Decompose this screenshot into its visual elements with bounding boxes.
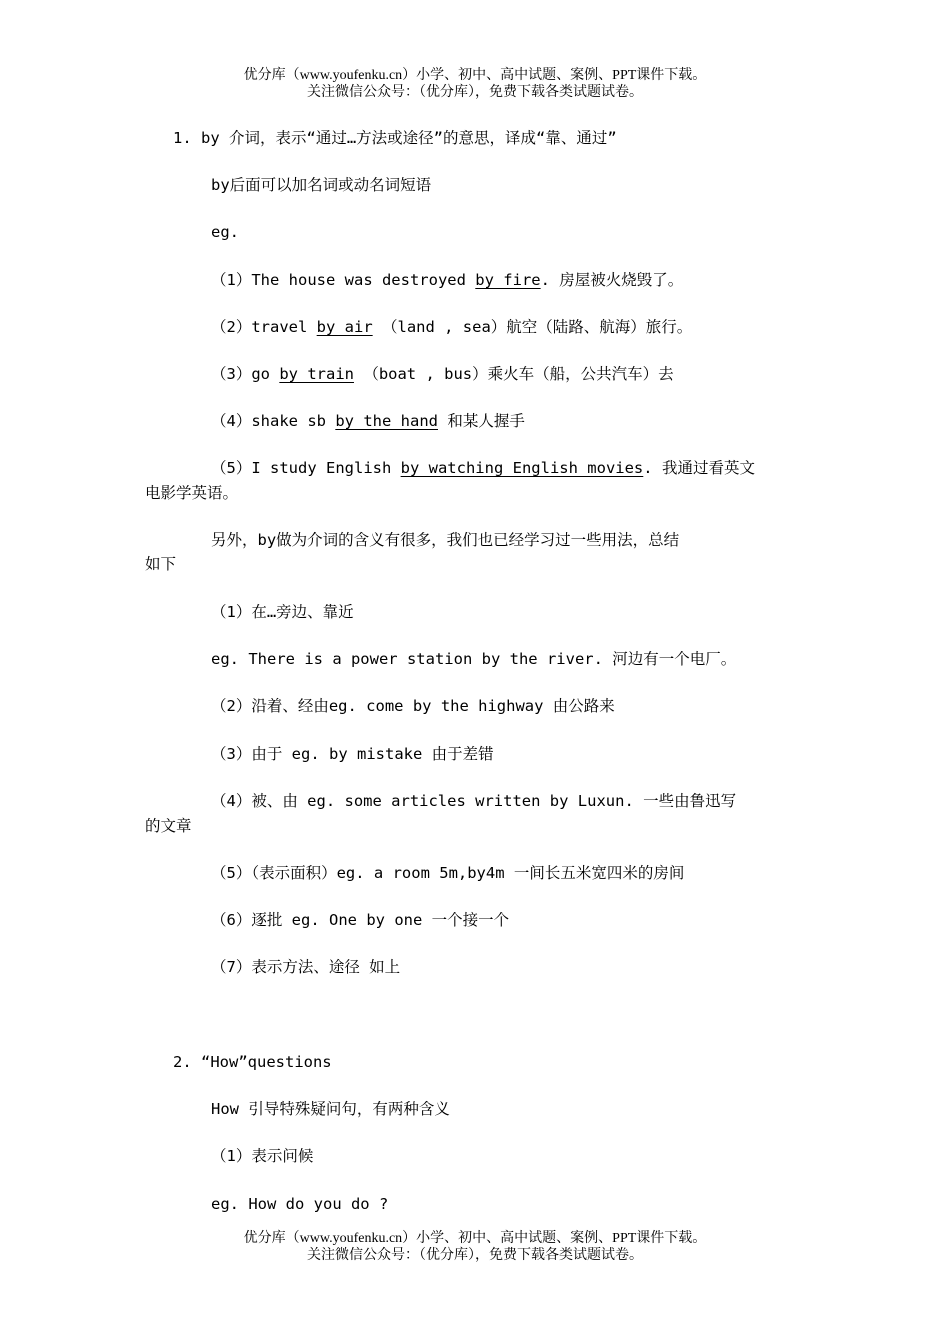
- example-text: （1）The house was destroyed: [211, 271, 476, 289]
- underlined-phrase: by watching English movies: [400, 459, 644, 477]
- usage-4: （4）被、由 eg. some articles written by Luxun. 一些由鲁迅写: [211, 792, 737, 810]
- section-1-intro: by后面可以加名词或动名词短语: [211, 176, 432, 194]
- section-2-example-1: eg. How do you do ?: [211, 1195, 389, 1213]
- example-translation: （boat , bus）乘火车（船，公共汽车）去: [353, 365, 674, 383]
- other-usages-continuation: 如下: [145, 555, 177, 573]
- other-usages-text: 另外，by做为介词的含义有很多，我们也已经学习过一些用法，总结: [211, 531, 680, 549]
- footer-line-2: 关注微信公众号：（优分库），免费下载各类试题试卷。: [307, 1248, 643, 1263]
- example-text: （2）travel: [211, 318, 317, 336]
- underlined-phrase: by air: [316, 318, 373, 336]
- eg-label: eg.: [211, 223, 239, 241]
- page-header: [0, 67, 950, 101]
- example-3: [211, 362, 674, 386]
- usage-4-continuation: 的文章: [145, 817, 192, 835]
- example-text: （4）shake sb: [211, 412, 336, 430]
- example-4: [211, 409, 525, 433]
- usage-1: （1）在…旁边、靠近: [211, 603, 354, 621]
- example-translation: . 我通过看英文: [643, 459, 755, 477]
- example-translation: （land , sea）航空（陆路、航海）旅行。: [372, 318, 693, 336]
- usage-2: （2）沿着、经由eg. come by the highway 由公路来: [211, 697, 615, 715]
- section-2-intro: How 引导特殊疑问句，有两种含义: [211, 1100, 450, 1118]
- usage-3: （3）由于 eg. by mistake 由于差错: [211, 745, 494, 763]
- page-footer: [0, 1230, 950, 1264]
- underlined-phrase: by the hand: [335, 412, 438, 430]
- section-2-item-1: （1）表示问候: [211, 1147, 314, 1165]
- usage-1-example: eg. There is a power station by the river. 河边有一个电厂。: [211, 650, 737, 668]
- usage-7: （7）表示方法、途径 如上: [211, 958, 401, 976]
- section-1-heading: 1. by 介词，表示“通过…方法或途径”的意思，译成“靠、通过”: [173, 129, 617, 147]
- usage-6: （6）逐批 eg. One by one 一个接一个: [211, 911, 510, 929]
- underlined-phrase: by train: [279, 365, 354, 383]
- usage-5: （5）（表示面积）eg. a room 5m,by4m 一间长五米宽四米的房间: [211, 864, 685, 882]
- header-line-2: 关注微信公众号：（优分库），免费下载各类试题试卷。: [307, 85, 643, 100]
- example-translation: 和某人握手: [437, 412, 525, 430]
- example-5: [211, 456, 755, 480]
- header-line-1: 优分库（www.youfenku.cn）小学、初中、高中试题、案例、PPT课件下载。: [243, 68, 707, 83]
- example-translation: . 房屋被火烧毁了。: [540, 271, 684, 289]
- example-text: （5）I study English: [211, 459, 401, 477]
- example-1: [211, 268, 683, 292]
- example-2: [211, 315, 692, 339]
- example-5-continuation: 电影学英语。: [145, 484, 239, 502]
- footer-line-1: 优分库（www.youfenku.cn）小学、初中、高中试题、案例、PPT课件下载。: [243, 1231, 707, 1246]
- example-text: （3）go: [211, 365, 280, 383]
- section-2-heading: 2. “How”questions: [173, 1053, 332, 1071]
- underlined-phrase: by fire: [475, 271, 541, 289]
